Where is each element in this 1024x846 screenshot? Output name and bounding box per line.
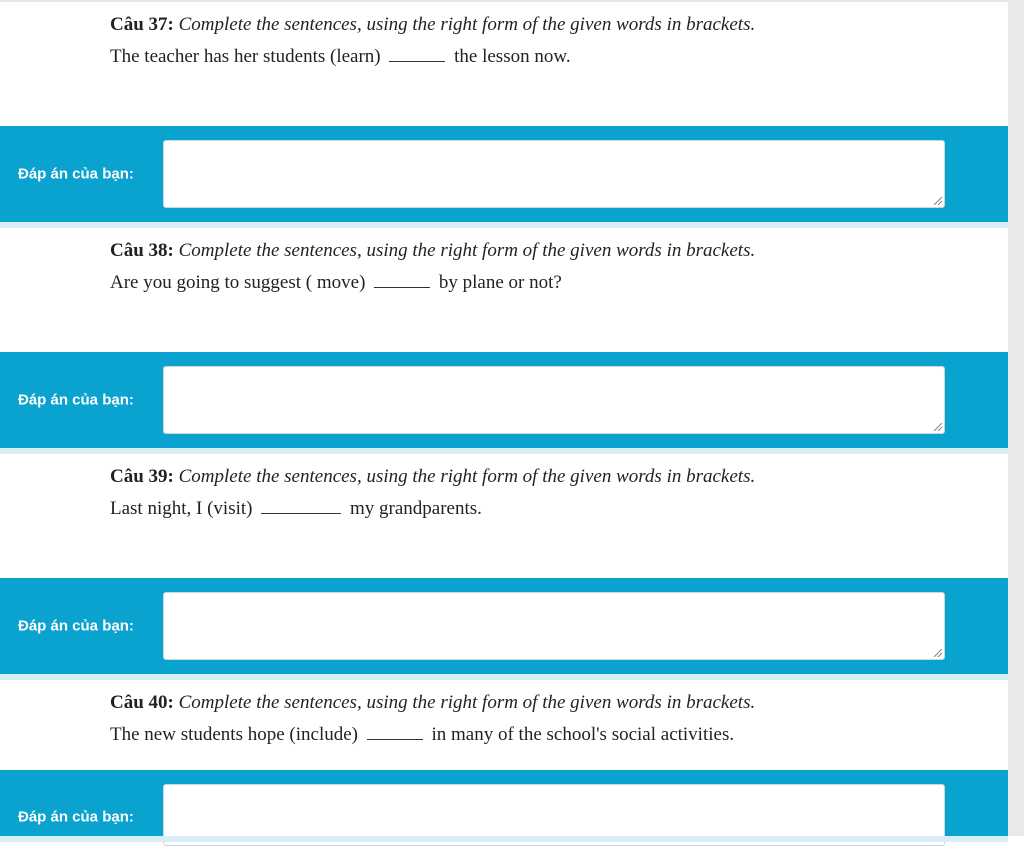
scrollbar-track[interactable] <box>1008 0 1024 836</box>
question-instruction: Complete the sentences, using the right form of the given words in brackets. <box>178 14 756 35</box>
answer-label: Đáp án của bạn: <box>18 808 134 826</box>
question-37 <box>110 14 990 68</box>
resize-handle-icon[interactable] <box>934 197 942 205</box>
sentence-after: my grandparents. <box>349 498 482 519</box>
question-39 <box>110 466 990 520</box>
sentence-before: Last night, I (visit) <box>110 498 253 519</box>
answer-input-40[interactable] <box>163 784 945 846</box>
sentence-after: by plane or not? <box>438 272 562 293</box>
answer-section-37 <box>0 126 1008 222</box>
question-number: Câu 39: <box>110 466 174 487</box>
sentence-after: in many of the school's social activities. <box>431 724 735 745</box>
question-title <box>110 692 990 714</box>
sentence-before: Are you going to suggest ( move) <box>110 272 366 293</box>
question-instruction: Complete the sentences, using the right form of the given words in brackets. <box>178 692 756 713</box>
question-40 <box>110 692 990 746</box>
question-instruction: Complete the sentences, using the right form of the given words in brackets. <box>178 466 756 487</box>
question-instruction: Complete the sentences, using the right form of the given words in brackets. <box>178 240 756 261</box>
question-38 <box>110 240 990 294</box>
question-sentence <box>110 498 990 520</box>
question-sentence <box>110 46 990 68</box>
blank-line <box>374 273 430 288</box>
resize-handle-icon[interactable] <box>934 649 942 657</box>
question-title <box>110 14 990 36</box>
question-title <box>110 466 990 488</box>
answer-label: Đáp án của bạn: <box>18 391 134 409</box>
resize-handle-icon[interactable] <box>934 423 942 431</box>
question-sentence <box>110 724 990 746</box>
answer-section-39 <box>0 578 1008 674</box>
answer-label: Đáp án của bạn: <box>18 617 134 635</box>
question-number: Câu 40: <box>110 692 174 713</box>
blank-line <box>261 499 341 514</box>
answer-input-39[interactable] <box>163 592 945 660</box>
sentence-after: the lesson now. <box>454 46 571 67</box>
answer-input-38[interactable] <box>163 366 945 434</box>
answer-label: Đáp án của bạn: <box>18 165 134 183</box>
answer-input-37[interactable] <box>163 140 945 208</box>
sentence-before: The teacher has her students (learn) <box>110 46 381 67</box>
sentence-before: The new students hope (include) <box>110 724 358 745</box>
question-number: Câu 38: <box>110 240 174 261</box>
blank-line <box>367 725 423 740</box>
top-divider <box>0 0 1008 2</box>
answer-section-38 <box>0 352 1008 448</box>
question-title <box>110 240 990 262</box>
question-number: Câu 37: <box>110 14 174 35</box>
blank-line <box>389 47 445 62</box>
question-sentence <box>110 272 990 294</box>
answer-section-40 <box>0 770 1008 836</box>
